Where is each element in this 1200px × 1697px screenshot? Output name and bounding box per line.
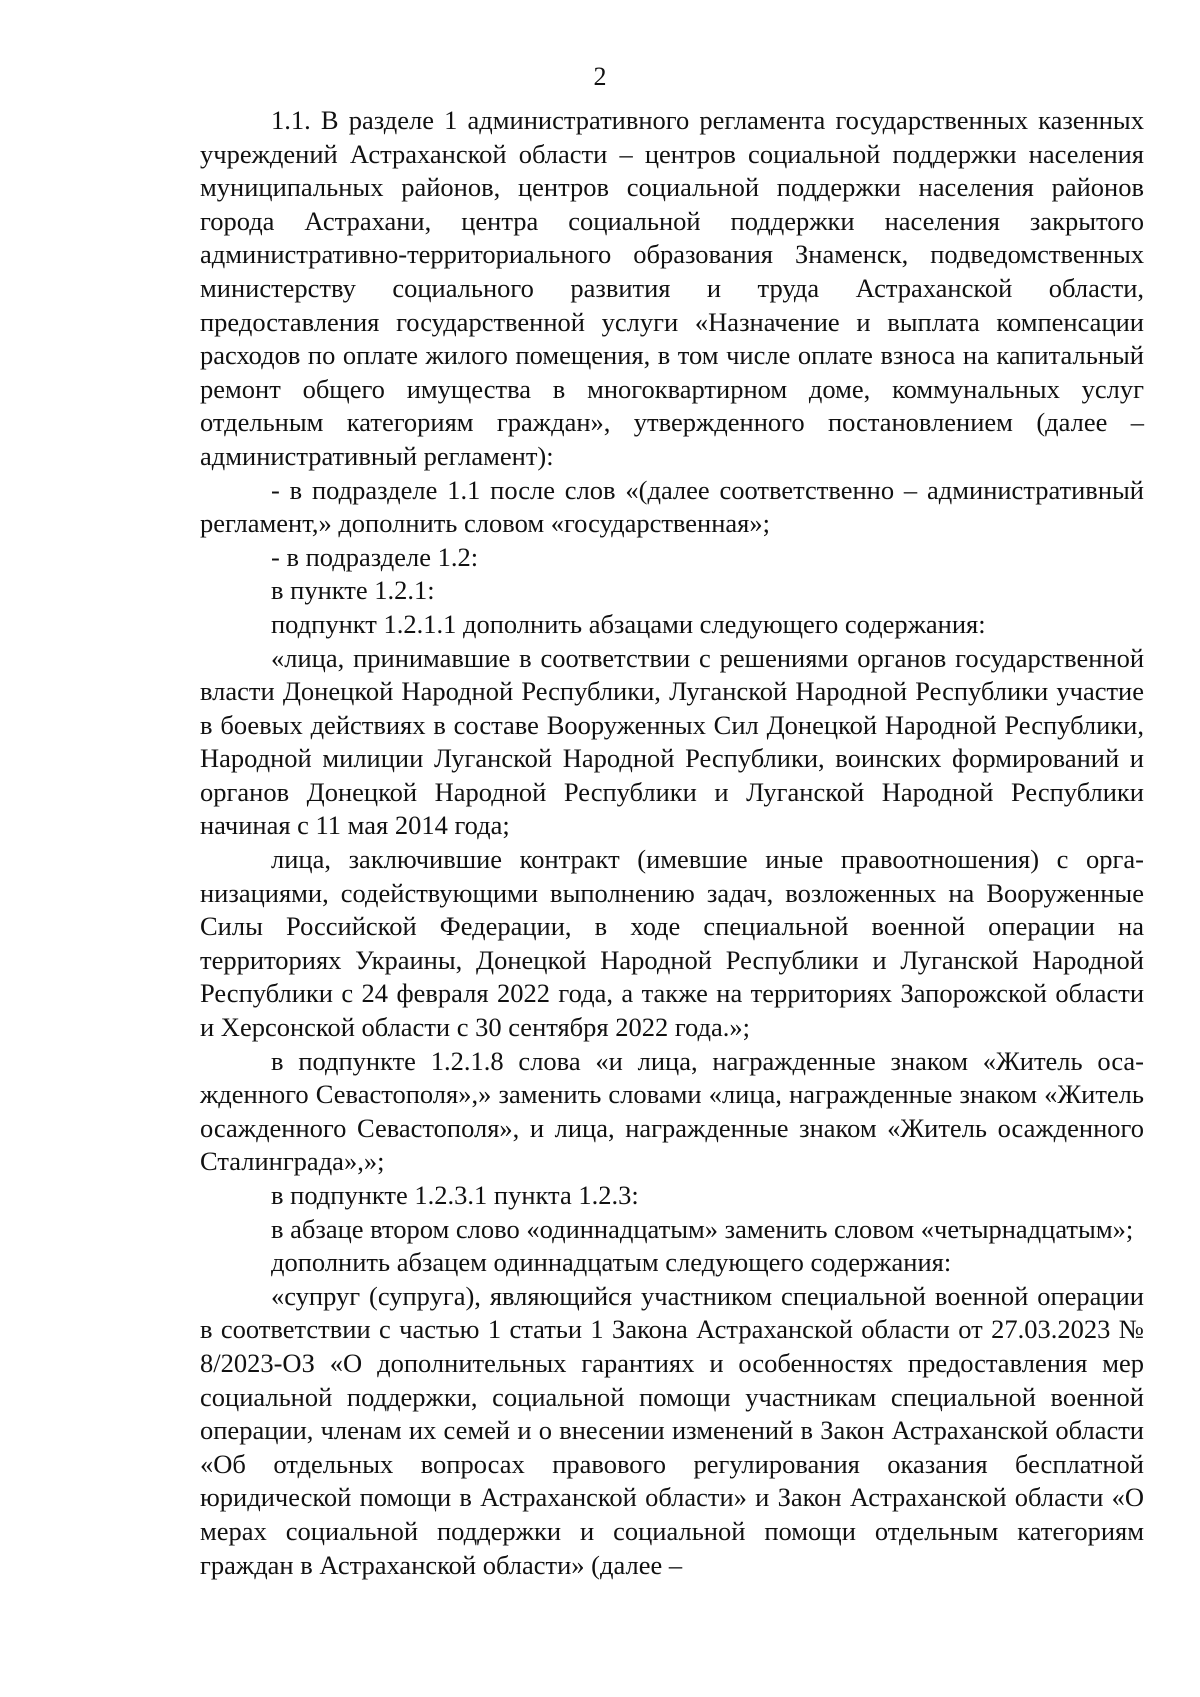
paragraph-section-1-1: 1.1. В разделе 1 административного регламента государственных казенных учреждений Астраханской области – центров социальной поддержки населения муниципальных районов, центров социальной поддержки населения районов города Астрахани, центра социальной поддержки населения закрытого административно-территориального образования Знаменск, подведомственных министерству социального развития и труда Астраханской области, предоставления государственной услуги «Назначение и выплата компенсации расходов по оплате жилого помещения, в том числе оплате взноса на капитальный ремонт общего имущества в многоквартирном доме, коммунальных услуг отдельным категориям граждан», утвержденного постановлением (далее – административный регламент):: [200, 105, 1144, 471]
paragraph-subitem-1-2-1-8: в подпункте 1.2.1.8 слова «и лица, награжденные знаком «Житель осажденного Севастополя»,» заменить словами «лица, награжденные знаком «Житель осажденного Севастополя», и лица, награжденные знаком «Житель осажденного Сталинграда»,»;: [200, 1045, 1144, 1177]
paragraph-subsection-1-1: - в подразделе 1.1 после слов «(далее соответственно – административный регламент,» дополнить словом «государственная»;: [200, 474, 1144, 539]
paragraph-contract-persons: лица, заключившие контракт (имевшие иные правоотношения) с организациями, содействующими выполнению задач, возложенных на Вооруженные Силы Российской Федерации, в ходе специальной военной операции на территориях Украины, Донецкой Народной Республики и Луганской Народной Республики с 24 февраля 2022 года, а также на территориях Запорожской области и Херсонской области с 30 сентября 2022 года.»;: [200, 844, 1144, 1043]
paragraph-subitem-1-2-1-1: подпункт 1.2.1.1 дополнить абзацами следующего содержания:: [271, 608, 986, 639]
paragraph-dnr-lnr-persons: «лица, принимавшие в соответствии с решениями органов государственной власти Донецкой Народной Республики, Луганской Народной Республики участие в боевых действиях в составе Вооруженных Сил Донецкой Народной Республики, Народной милиции Луганской Народной Республики, воинских формирований и органов Донецкой Народной Республики и Луганской Народной Республики начиная с 11 мая 2014 года;: [200, 642, 1144, 841]
paragraph-subitem-1-2-3-1: в подпункте 1.2.3.1 пункта 1.2.3:: [271, 1180, 639, 1210]
paragraph-add-abzats: дополнить абзацем одиннадцатым следующего содержания:: [271, 1247, 952, 1278]
paragraph-item-1-2-1: в пункте 1.2.1:: [271, 575, 435, 606]
paragraph-spouse: «супруг (супруга), являющийся участником специальной военной операции в соответствии с частью 1 статьи 1 Закона Астраханской области от 27.03.2023 № 8/2023-ОЗ «О дополнительных гарантиях и особенностях предоставления мер социальной поддержки, социальной помощи участникам специальной военной операции, членам их семей и о внесении изменений в Закон Астраханской области «Об отдельных вопросах правового регулирования оказания бесплатной юридической помощи в Астраханской области» и Закон Астраханской области «О мерах социальной поддержки и социальной помощи отдельным категориям граждан в Астраханской области» (далее –: [200, 1280, 1144, 1580]
paragraph-subsection-1-2: - в подразделе 1.2:: [271, 541, 479, 572]
document-body: [200, 104, 1144, 1582]
paragraph-second-abzats: в абзаце втором слово «одиннадцатым» заменить словом «четырнадцатым»;: [271, 1213, 1134, 1244]
page-number: 2: [593, 62, 607, 91]
